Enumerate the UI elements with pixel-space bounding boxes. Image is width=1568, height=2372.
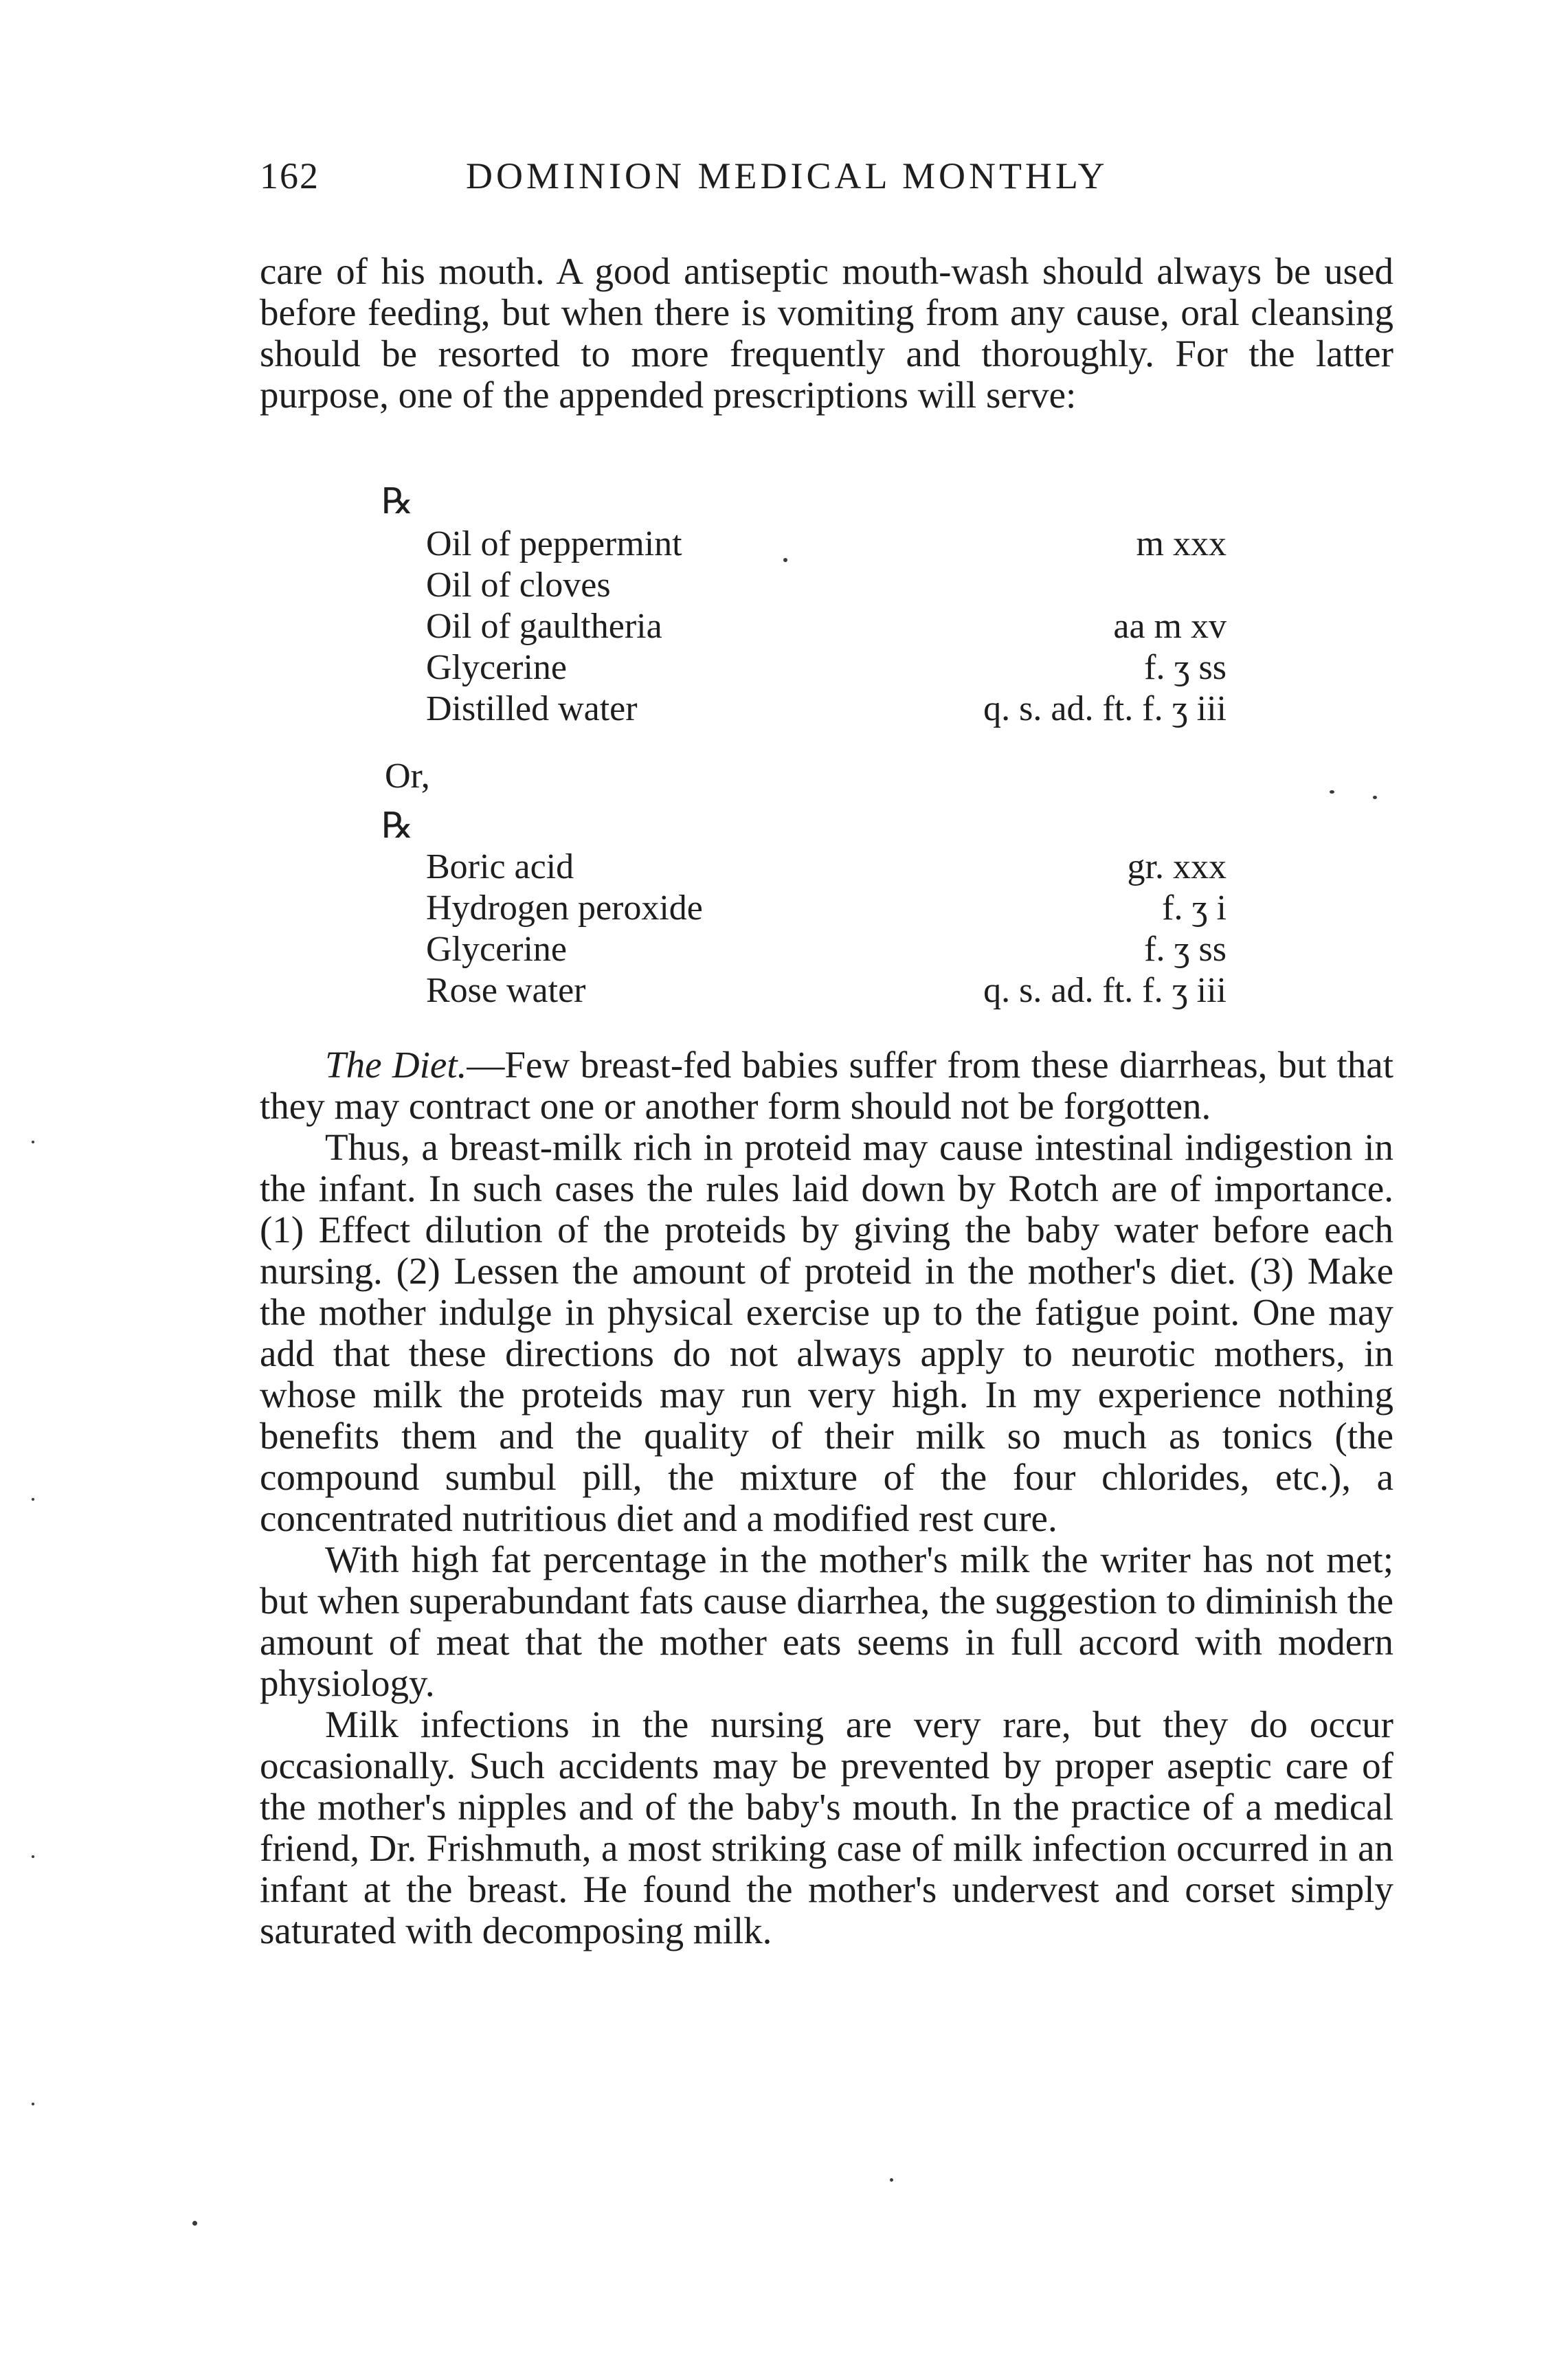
prescription-symbol-2: ℞ [381, 807, 414, 846]
scan-speck [32, 1855, 34, 1858]
scan-speck [1330, 790, 1334, 794]
running-title: DOMINION MEDICAL MONTHLY [466, 155, 1108, 197]
amount: m xxx [1136, 524, 1227, 563]
scan-speck [783, 558, 787, 562]
amount: f. ʒ i [1162, 888, 1227, 928]
ingredient: Oil of peppermint [426, 524, 682, 563]
prescription-2 [426, 847, 1227, 1025]
amount: q. s. ad. ft. f. ʒ iii [983, 971, 1227, 1010]
prescription-row [426, 847, 1227, 888]
ingredient: Hydrogen peroxide [426, 888, 703, 928]
page-number: 162 [260, 155, 320, 197]
prescription-row [426, 888, 1227, 929]
diet-paragraph-4: Milk infections in the nursing are very rare, but they do occur occasionally. Such accidents may be prevented by proper aseptic care of the mother's nipples and of the baby's mouth. In the practice of a medical friend, Dr. Frishmuth, a most striking case of milk infection occurred in an infant at the breast. He found the mother's undervest and corset simply saturated with decomposing milk. [260, 1703, 1393, 1951]
prescription-row [426, 970, 1227, 1011]
amount: f. ʒ ss [1144, 648, 1227, 687]
intro-paragraph: care of his mouth. A good antiseptic mouth-wash should always be used before feeding, but when there is vomiting from any cause, oral cleansing should be resorted to more frequently and thoroughly. For the latter purpose, one of the appended prescriptions will serve: [260, 250, 1393, 416]
prescription-1 [426, 524, 1227, 743]
ingredient: Boric acid [426, 847, 574, 886]
prescription-row [426, 606, 1227, 647]
scan-speck [890, 2178, 893, 2182]
scan-speck [32, 2103, 34, 2105]
ingredient: Oil of cloves [426, 566, 611, 605]
diet-section [260, 1044, 1393, 1951]
scan-speck [32, 1498, 34, 1501]
ingredient: Glycerine [426, 930, 568, 969]
page-header [260, 155, 1393, 210]
prescription-row [426, 689, 1227, 730]
ingredient: Glycerine [426, 648, 568, 687]
prescription-connector: Or, [385, 757, 430, 796]
amount: aa m xv [1113, 607, 1227, 646]
scan-speck [32, 1141, 34, 1143]
ingredient: Rose water [426, 971, 586, 1010]
prescription-row [426, 565, 1227, 606]
scan-speck [192, 2221, 197, 2226]
ingredient: Oil of gaultheria [426, 607, 662, 646]
ingredient: Distilled water [426, 689, 638, 728]
diet-paragraph-1-text: —Few breast-fed babies suffer from these diarrheas, but that they may contract one or another form should not be forgotten. [260, 1044, 1393, 1127]
intro-paragraph-block [260, 251, 1393, 416]
prescription-row [426, 524, 1227, 565]
diet-heading: The Diet. [325, 1044, 467, 1086]
prescription-symbol-1: ℞ [381, 482, 414, 522]
prescription-row [426, 929, 1227, 970]
diet-paragraph-2: Thus, a breast-milk rich in proteid may cause intestinal indigestion in the infant. In such cases the rules laid down by Rotch are of importance. (1) Effect dilution of the proteids by giving the baby water before each nursing. (2) Lessen the amount of proteid in the mother's diet. (3) Make the mother indulge in physical exercise up to the fatigue point. One may add that these directions do not always apply to neurotic mothers, in whose milk the proteids may run very high. In my experience nothing benefits them and the quality of their milk so much as tonics (the compound sumbul pill, the mixture of the four chlorides, etc.), a concentrated nutritious diet and a modified rest cure. [260, 1126, 1393, 1539]
amount: f. ʒ ss [1144, 930, 1227, 969]
prescription-row [426, 647, 1227, 689]
amount: q. s. ad. ft. f. ʒ iii [983, 689, 1227, 728]
amount: gr. xxx [1127, 847, 1227, 886]
diet-paragraph-3: With high fat percentage in the mother's milk the writer has not met; but when superabundant fats cause diarrhea, the suggestion to diminish the amount of meat that the mother eats seems in full accord with modern physiology. [260, 1539, 1393, 1704]
diet-paragraph-1 [260, 1044, 1393, 1127]
scan-speck [1373, 796, 1377, 799]
